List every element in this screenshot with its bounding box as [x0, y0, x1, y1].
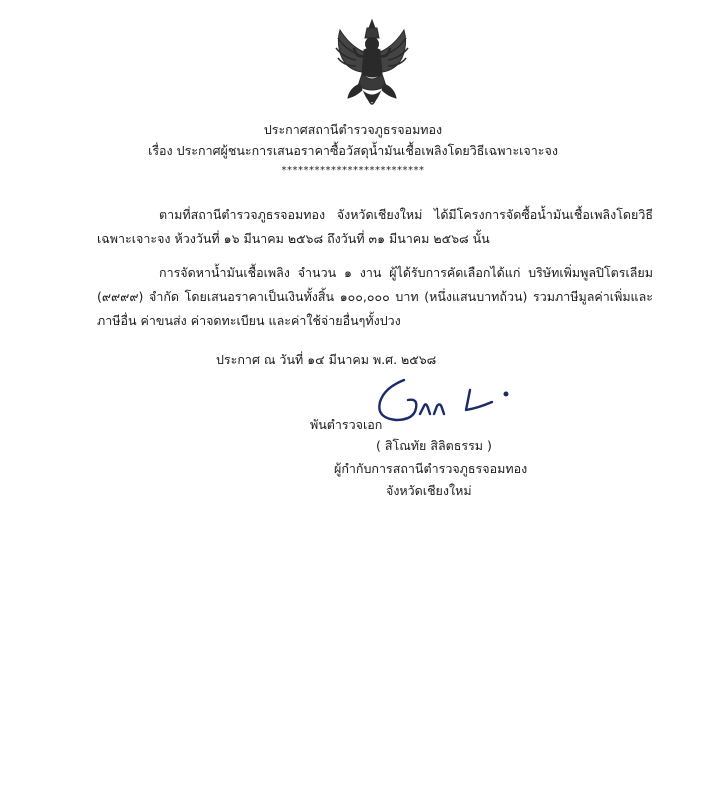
- signatory-name: ( สิโณทัย สิลิตธรรม ): [376, 438, 492, 453]
- signatory-province: จังหวัดเชียงใหม่: [386, 483, 472, 498]
- subject-line: เรื่อง ประกาศผู้ชนะการเสนอราคาซื้อวัสดุน้ำมันเชื้อเพลิงโดยวิธีเฉพาะเจาะจง: [148, 143, 558, 158]
- garuda-emblem-icon: [330, 18, 414, 114]
- signatory-position: ผู้กำกับการสถานีตำรวจภูธรจอมทอง: [334, 461, 528, 476]
- separator-line: **************************: [281, 165, 425, 176]
- paragraph-1-text: ตามที่สถานีตำรวจภูธรจอมทอง จังหวัดเชียงใหม่ ได้มีโครงการจัดซื้อน้ำมันเชื้อเพลิงโดยวิธีเฉพาะเจาะจง ห้วงวันที่ ๑๖ มีนาคม ๒๕๖๘ ถึงวันที่ ๓๑ มีนาคม ๒๕๖๘ นั้น: [97, 207, 653, 246]
- signatory-rank: พันตำรวจเอก: [310, 417, 383, 432]
- paragraph-2-text: การจัดหาน้ำมันเชื้อเพลิง จำนวน ๑ งาน ผู้ได้รับการคัดเลือกได้แก่ บริษัทเพิ่มพูลปิโตรเลียม (๙๙๙๙) จำกัด โดยเสนอราคาเป็นเงินทั้งสิ้น ๑๐๐,๐๐๐ บาท (หนึ่งแสนบาทถ้วน) รวมภาษีมูลค่าเพิ่มและภาษีอื่น ค่าขนส่ง ค่าจดทะเบียน และค่าใช้จ่ายอื่นๆทั้งปวง: [97, 265, 653, 328]
- paragraph-winner: [97, 261, 653, 333]
- agency-title: ประกาศสถานีตำรวจภูธรจอมทอง: [263, 122, 443, 137]
- handwritten-signature-icon: [374, 374, 520, 426]
- paragraph-procurement: [97, 203, 653, 251]
- announcement-date: ประกาศ ณ วันที่ ๑๔ มีนาคม พ.ศ. ๒๕๖๘: [216, 352, 437, 367]
